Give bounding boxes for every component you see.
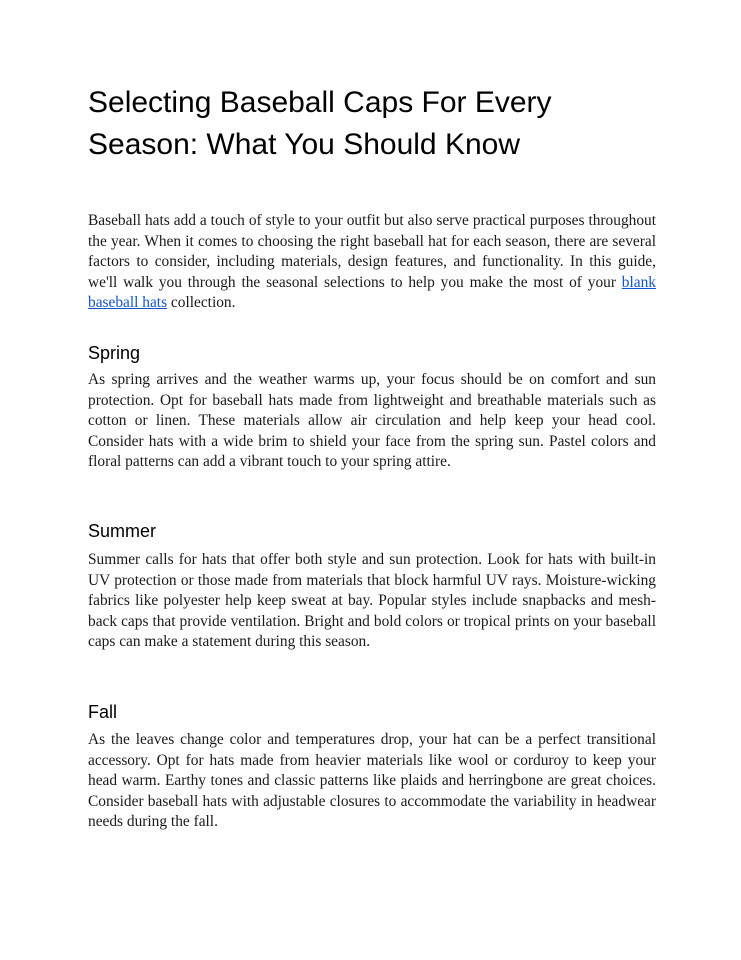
- section-body-fall: As the leaves change color and temperatures drop, your hat can be a perfect transitional accessory. Opt for hats made from heavier materials like wool or corduroy to keep your head warm. Earthy tones and classic patterns like plaids and herringbone are great choices. Consider baseball hats with adjustable closures to accommodate the variability in headwear needs during the fall.: [88, 731, 656, 831]
- section-heading-fall: Fall: [88, 702, 118, 722]
- section-body-summer: Summer calls for hats that offer both style and sun protection. Look for hats with built-in UV protection or those made from materials that block harmful UV rays. Moisture-wicking fabrics like polyester help keep sweat at bay. Popular styles include snapbacks and mesh-back caps that provide ventilation. Bright and bold colors or tropical prints on your baseball caps can make a statement during this season.: [88, 551, 656, 651]
- intro-text-before-link: Baseball hats add a touch of style to your outfit but also serve practical purposes throughout the year. When it comes to choosing the right baseball hat for each season, there are several factors to consider, including materials, design features, and functionality. In this guide, we'll walk you through the seasonal selections to help you make the most of your: [88, 212, 656, 291]
- section-heading-spring: Spring: [88, 343, 141, 363]
- intro-text-after-link: collection.: [167, 294, 236, 312]
- intro-paragraph: [88, 211, 656, 314]
- section-body-spring: As spring arrives and the weather warms up, your focus should be on comfort and sun protection. Opt for baseball hats made from lightweight and breathable materials such as cotton or linen. These materials allow air circulation and help keep your head cool. Consider hats with a wide brim to shield your face from the spring sun. Pastel colors and floral patterns can add a vibrant touch to your spring attire.: [88, 371, 656, 471]
- section-heading-summer: Summer: [88, 521, 157, 541]
- blank-baseball-hats-link[interactable]: blank baseball hats: [88, 273, 656, 312]
- page-title: Selecting Baseball Caps For Every Season: What You Should Know: [88, 86, 552, 161]
